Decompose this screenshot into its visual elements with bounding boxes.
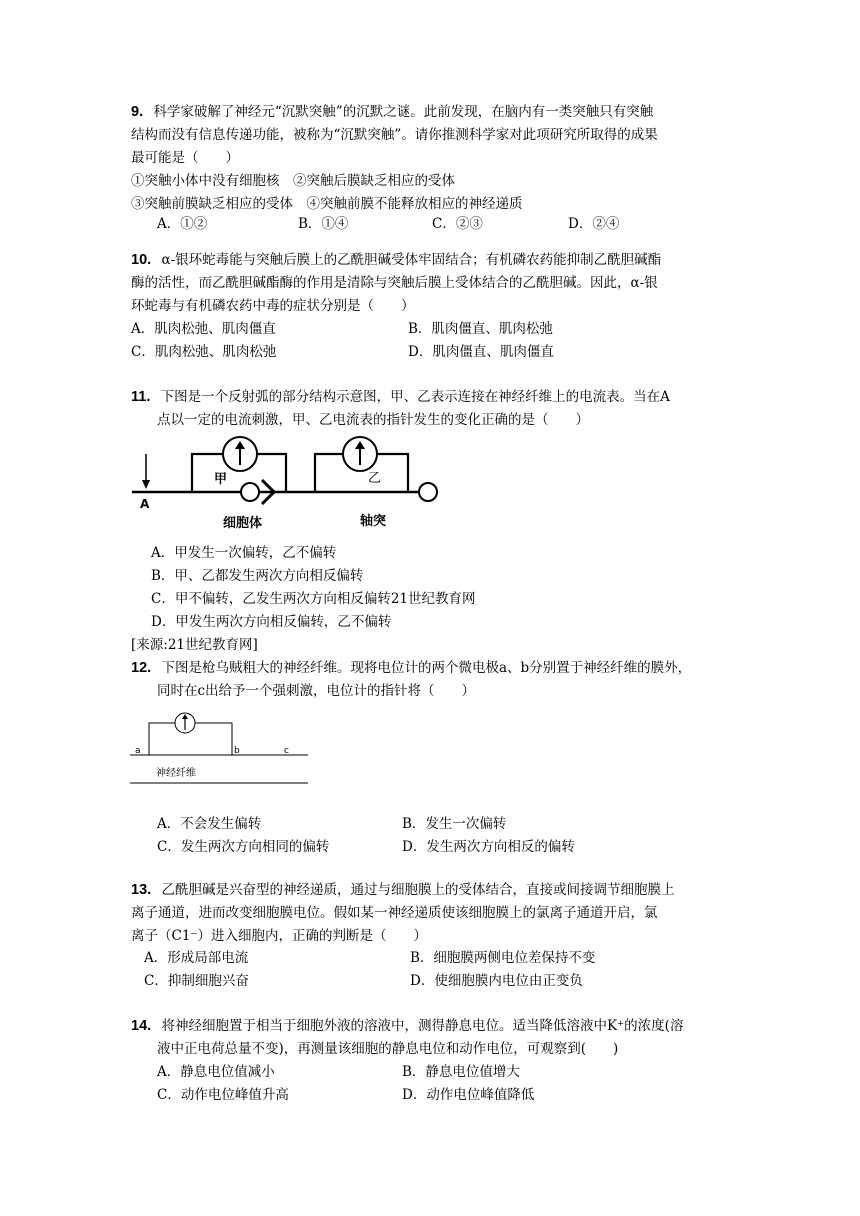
option-d: D．使细胞膜内电位由正变负 — [410, 973, 583, 989]
option-c: C．发生两次方向相同的偏转 — [157, 839, 330, 855]
meter-yi-label: 乙 — [368, 471, 382, 486]
option-c: C．动作电位峰值升高 — [157, 1087, 289, 1103]
option-d: D．肌肉僵直、肌肉僵直 — [408, 344, 554, 360]
option-b: B．甲、乙都发生两次方向相反偏转 — [151, 568, 364, 584]
reflex-arc-figure — [128, 432, 448, 542]
question-text: 将神经细胞置于相当于细胞外液的溶液中，测得静息电位。适当降低溶液中K⁺的浓度(溶 — [161, 1018, 684, 1034]
meter-yi-wire-left — [315, 454, 343, 492]
option-b: B．静息电位值增大 — [402, 1064, 520, 1080]
option-d: D．②④ — [568, 216, 620, 232]
option-d: D．动作电位峰值降低 — [402, 1087, 535, 1103]
question-text: 同时在c出给予一个强刺激，电位计的指针将（ ） — [157, 683, 476, 699]
question-text: 离子（C1⁻）进入细胞内，正确的判断是（ ） — [131, 928, 428, 944]
cell-body-circle — [241, 483, 259, 501]
question-number: 13. — [131, 882, 152, 898]
meter-jia-wire-right — [257, 454, 286, 492]
option-a: A．静息电位值减小 — [157, 1064, 275, 1080]
meter-jia-label: 甲 — [214, 472, 228, 487]
option-c: C．甲不偏转，乙发生两次方向相反偏转21世纪教育网 — [151, 591, 476, 607]
option-d: D．发生两次方向相反的偏转 — [402, 839, 575, 855]
terminal-circle — [419, 483, 437, 501]
question-number: 12. — [131, 660, 152, 676]
electrode-b-label: b — [234, 746, 240, 756]
question-text: 液中正电荷总量不变)，再测量该细胞的静息电位和动作电位，可观察到( ) — [157, 1041, 619, 1057]
question-text: 离子通道，进而改变细胞膜电位。假如某一神经递质使该细胞膜上的氯离子通道开启，氯 — [131, 905, 658, 921]
question-number: 9. — [131, 104, 144, 120]
question-text: 酶的活性，而乙酰胆碱酯酶的作用是清除与突触后膜上受体结合的乙酰胆碱。因此，α-银 — [131, 275, 658, 291]
electrode-wire-b — [195, 723, 232, 755]
axon-label: 轴突 — [360, 514, 387, 529]
option-a: A．肌肉松弛、肌肉僵直 — [131, 321, 276, 337]
question-text: 环蛇毒与有机磷农药中毒的症状分别是（ ） — [131, 298, 415, 314]
point-a-label: A — [140, 497, 150, 511]
nerve-fiber-figure — [128, 710, 318, 790]
question-text: 科学家破解了神经元“沉默突触”的沉默之谜。此前发现，在脑内有一类突触只有突触 — [153, 104, 654, 120]
option-a: A．不会发生偏转 — [157, 816, 262, 832]
statement-text: ①突触小体中没有细胞核 ②突触后膜缺乏相应的受体 — [131, 173, 455, 189]
option-b: B．肌肉僵直、肌肉松弛 — [408, 321, 553, 337]
question-text: 结构而没有信息传递功能，被称为“沉默突触”。请你推测科学家对此项研究所取得的成果 — [131, 127, 658, 143]
source-note: [来源:21世纪教育网] — [131, 637, 258, 653]
fiber-label: 神经纤维 — [156, 768, 196, 779]
question-number: 10. — [131, 252, 152, 268]
question-text: 最可能是（ ） — [131, 150, 239, 166]
question-number: 11. — [131, 389, 151, 405]
stimulus-arrow-head — [142, 480, 150, 489]
stimulus-c-label: c — [284, 746, 289, 756]
cell-body-label: 细胞体 — [223, 516, 263, 531]
meter-yi-wire-right — [377, 454, 408, 492]
question-text: 点以一定的电流刺激，甲、乙电流表的指针发生的变化正确的是（ ） — [157, 412, 589, 428]
option-b: B．细胞膜两侧电位差保持不变 — [410, 950, 596, 966]
option-a: A．形成局部电流 — [144, 950, 249, 966]
option-b: B．发生一次偏转 — [402, 816, 507, 832]
electrode-wire-a — [149, 723, 175, 755]
option-c: C．抑制细胞兴奋 — [144, 973, 249, 989]
question-text: 下图是一个反射弧的部分结构示意图，甲、乙表示连接在神经纤维上的电流表。当在A — [160, 389, 670, 405]
question-text: 乙酰胆碱是兴奋型的神经递质，通过与细胞膜上的受体结合，直接或间接调节细胞膜上 — [161, 882, 675, 898]
question-text: 下图是枪乌贼粗大的神经纤维。现将电位计的两个微电极a、b分别置于神经纤维的膜外， — [161, 660, 692, 676]
question-text: α-银环蛇毒能与突触后膜上的乙酰胆碱受体牢固结合；有机磷农药能抑制乙酰胆碱酯 — [161, 252, 662, 268]
option-c: C．②③ — [432, 216, 483, 232]
electrode-a-label: a — [135, 746, 141, 756]
question-number: 14. — [131, 1018, 152, 1034]
option-d: D．甲发生两次方向相反偏转，乙不偏转 — [151, 614, 392, 630]
option-c: C．肌肉松弛、肌肉松弛 — [131, 344, 277, 360]
option-b: B．①④ — [298, 216, 349, 232]
option-a: A．甲发生一次偏转，乙不偏转 — [151, 545, 337, 561]
option-a: A．①② — [157, 216, 208, 232]
statement-text: ③突触前膜缺乏相应的受体 ④突触前膜不能释放相应的神经递质 — [131, 196, 523, 212]
